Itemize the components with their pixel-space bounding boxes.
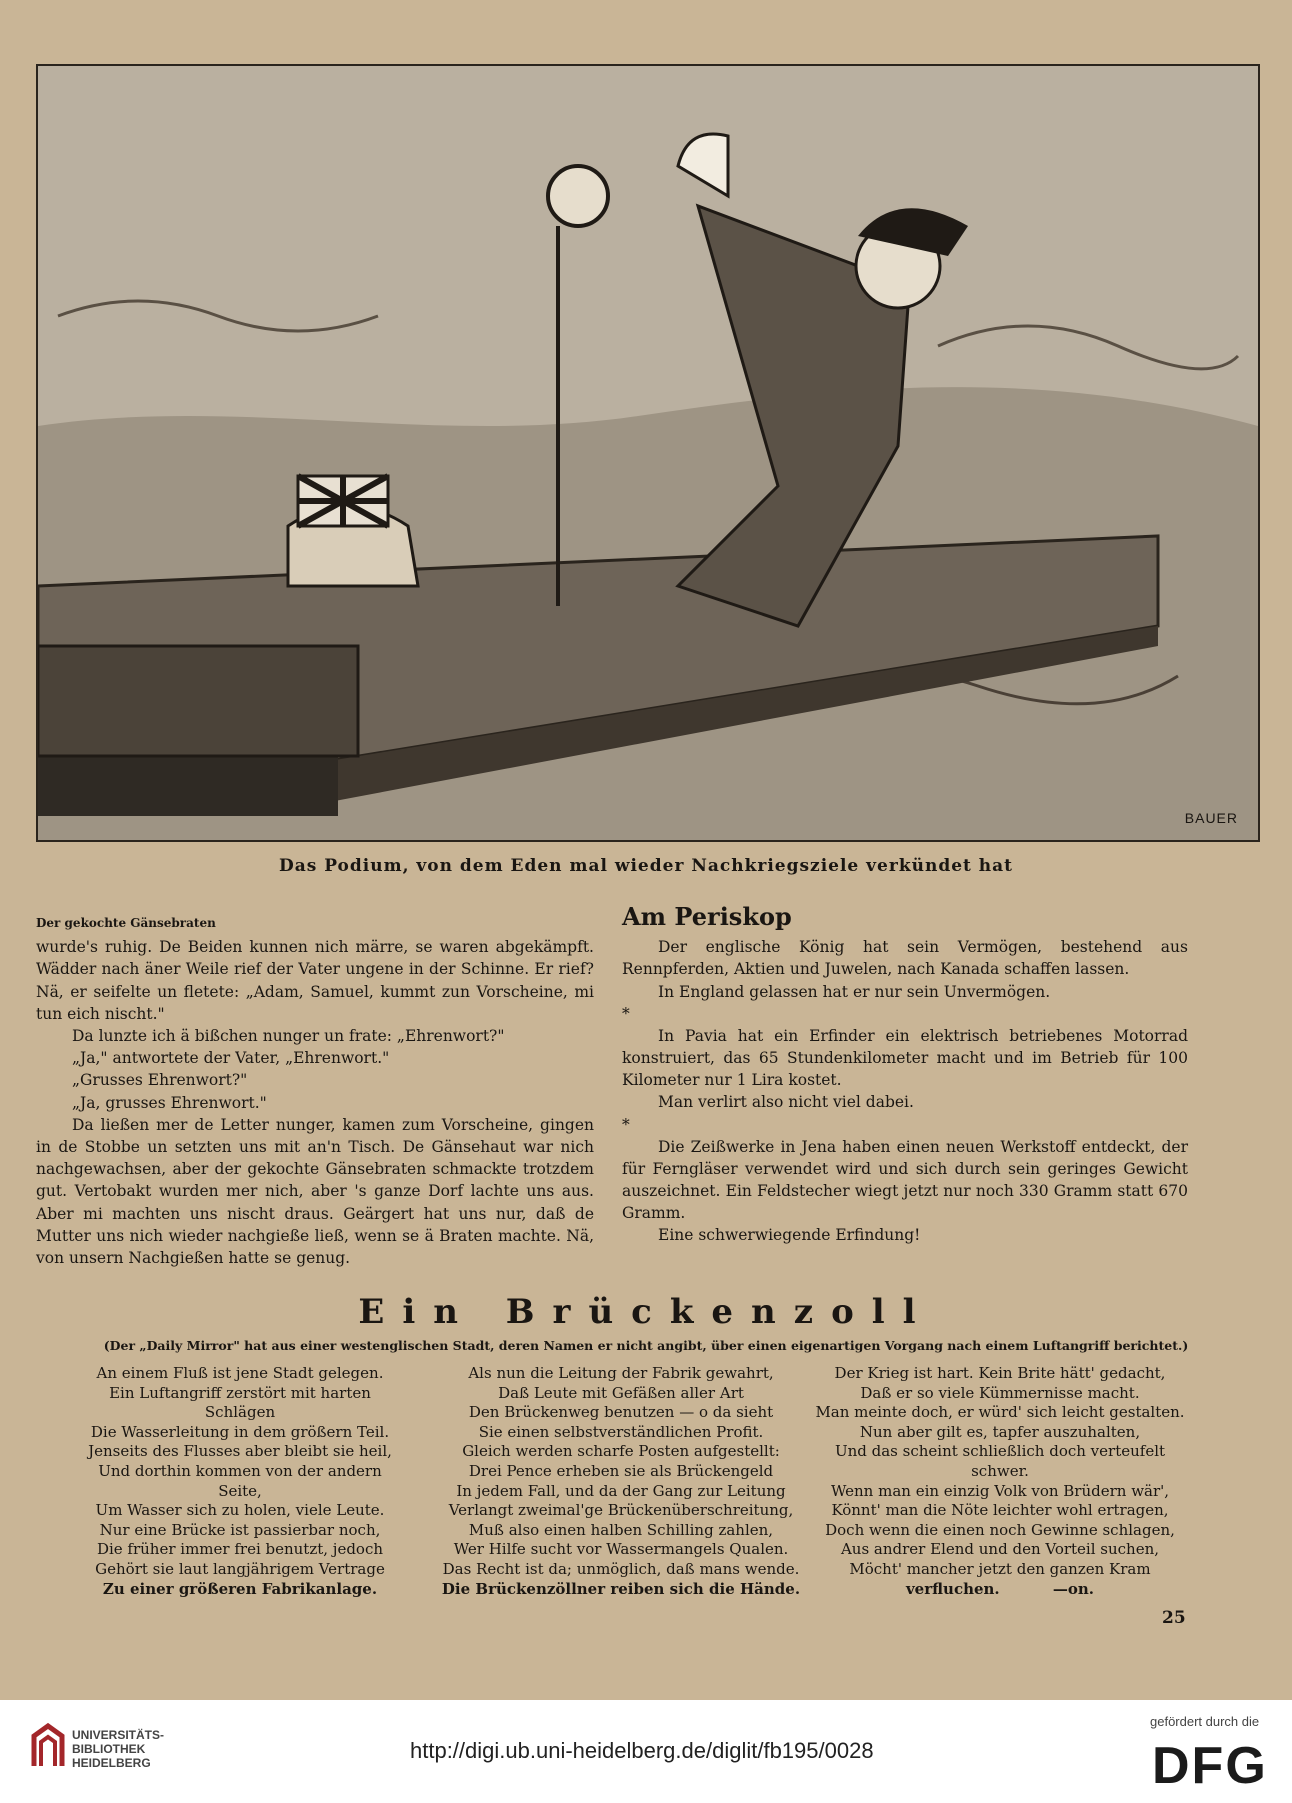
poem-column-1 — [60, 1364, 420, 1599]
poem-line: Seite, — [218, 1481, 262, 1500]
poem-line: Den Brückenweg benutzen — o da sieht — [468, 1403, 774, 1422]
poem-line: Daß Leute mit Gefäßen aller Art — [498, 1383, 744, 1402]
periskop-text: Der englische König hat sein Vermögen, bestehend aus Rennpferden, Aktien und Juwelen, nach Kanada schaffen lassen. — [622, 938, 1188, 979]
periskop-punchline: Eine schwerwiegende Erfindung! — [658, 1226, 921, 1245]
library-name[interactable] — [72, 1728, 164, 1770]
periskop-punchline: In England gelassen hat er nur sein Unvermögen. — [658, 982, 1051, 1001]
footer-bar — [0, 1700, 1292, 1803]
story-paragraph: „Ja, grusses Ehrenwort." — [72, 1093, 267, 1112]
dfg-logo[interactable]: DFG — [1152, 1737, 1268, 1795]
periskop-punchline: Man verlirt also nicht viel dabei. — [658, 1093, 914, 1112]
poem-line: Jenseits des Flusses aber bleibt sie heil, — [88, 1442, 392, 1461]
poem-line: Der Krieg ist hart. Kein Brite hätt' gedacht, — [834, 1364, 1166, 1382]
poem-line: Um Wasser sich zu holen, viele Leute. — [95, 1501, 385, 1520]
poem-line: Verlangt zweimal'ge Brückenüberschreitung, — [448, 1501, 794, 1520]
poem-author: —on. — [1052, 1579, 1095, 1598]
story-paragraph: „Ja," antwortete der Vater, „Ehrenwort." — [72, 1049, 390, 1068]
document-url-link[interactable]: http://digi.ub.uni-heidelberg.de/diglit/fb195/0028 — [410, 1738, 874, 1763]
poem-line: Nur eine Brücke ist passierbar noch, — [99, 1520, 381, 1539]
periskop-column — [622, 902, 1188, 1247]
cartoon-caption: Das Podium, von dem Eden mal wieder Nachkriegsziele verkündet hat — [278, 856, 1014, 876]
periskop-text: Die Zeißwerke in Jena haben einen neuen Werkstoff entdeckt, der für Ferngläser verwendet wird und sich durch sein geringes Gewicht auszeichnet. Ein Feldstecher wiegt jetzt nur noch 330 Gramm statt 670 Gramm. — [622, 1137, 1188, 1223]
poem-line: Die früher immer frei benutzt, jedoch — [96, 1540, 384, 1559]
poem-line: Und dorthin kommen von der andern — [98, 1461, 382, 1480]
poem-line: Gehört sie laut langjährigem Vertrage — [95, 1559, 385, 1578]
poem-line: Zu einer größeren Fabrikanlage. — [102, 1579, 378, 1598]
library-name-line: UNIVERSITÄTS- — [72, 1728, 165, 1742]
poem-column-2 — [430, 1364, 812, 1599]
poem-line: Wer Hilfe sucht vor Wassermangels Qualen. — [453, 1540, 789, 1559]
poem-line: Ein Luftangriff zerstört mit harten — [109, 1383, 371, 1402]
story-paragraph: wurde's ruhig. De Beiden kunnen nich märre, se waren abgekämpft. Wädder nach äner Weile rief der Vater ungene in der Schinne. Er rief? Nä, er seifelte un fletete: „Adam, Samuel, kummt zun Vorscheine, mi tun eich nischt." — [36, 938, 594, 1023]
story-column — [36, 912, 594, 1269]
poem-line: Die Wasserleitung in dem größern Teil. — [90, 1422, 390, 1441]
library-logo-icon[interactable] — [30, 1722, 66, 1772]
library-name-line: BIBLIOTHEK — [72, 1742, 146, 1756]
cartoon-illustration — [36, 64, 1260, 842]
poem-line: Möcht' mancher jetzt den ganzen Kram — [849, 1559, 1151, 1578]
page-number: 25 — [1162, 1608, 1186, 1628]
poem-line: Als nun die Leitung der Fabrik gewahrt, — [468, 1364, 774, 1382]
funding-note: gefördert durch die — [1150, 1714, 1260, 1729]
poem-subtitle: (Der „Daily Mirror" hat aus einer westenglischen Stadt, deren Namen er nicht angibt, über einen eigenartigen Vorgang nach einem Luftangriff berichtet.) — [103, 1338, 1189, 1353]
poem-line: Drei Pence erheben sie als Brückengeld — [468, 1461, 774, 1480]
poem-line: Wenn man ein einzig Volk von Brüdern wär', — [830, 1481, 1170, 1500]
poem-line: In jedem Fall, und da der Gang zur Leitung — [456, 1481, 786, 1500]
cartoon-drawing — [38, 66, 1258, 840]
story-heading: Der gekochte Gänsebraten — [36, 916, 216, 930]
library-name-line: HEIDELBERG — [72, 1756, 151, 1770]
periskop-title: Am Periskop — [622, 902, 792, 931]
poem-line-last — [814, 1580, 1186, 1600]
poem-line: Die Brückenzöllner reiben sich die Hände. — [441, 1579, 801, 1598]
poem-last-word: verfluchen. — [905, 1579, 1000, 1598]
poem-line: Daß er so viele Kümmernisse macht. — [860, 1383, 1140, 1402]
story-paragraph: Da lunzte ich ä bißchen nunger un frate: „Ehrenwort?" — [72, 1027, 505, 1046]
poem-line: Und das scheint schließlich doch verteufelt — [834, 1442, 1166, 1461]
poem-title: Ein Brückenzoll — [358, 1292, 934, 1332]
section-star: * — [622, 1004, 630, 1023]
poem-line: Muß also einen halben Schilling zahlen, — [468, 1520, 774, 1539]
story-paragraph: Da ließen mer de Letter nunger, kamen zum Vorscheine, gingen in de Stobbe un setzten uns mit an'n Tisch. De Gänsehaut war nich nachgewachsen, aber der gekochte Gänsebraten schmackte trotzdem gut. Vertobakt wurden mer nich, aber 's ganze Dorf lachte uns aus. Aber mi machten uns nischt draus. Geärgert hat uns nur, daß de Mutter uns nich wieder nachgieße ließ, wenn se ä Braten machte. Nä, von unsern Nachgießen hatte se genug. — [36, 1115, 594, 1268]
poem-line: Aus andrer Elend und den Vorteil suchen, — [840, 1540, 1160, 1559]
section-star: * — [622, 1115, 630, 1134]
poem-line: Könnt' man die Nöte leichter wohl ertragen, — [831, 1501, 1169, 1520]
story-paragraph: „Grusses Ehrenwort?" — [72, 1071, 248, 1090]
periskop-text: In Pavia hat ein Erfinder ein elektrisch betriebenes Motorrad konstruiert, das 65 Stundenkilometer macht und im Betrieb für 100 Kilometer nur 1 Lira kostet. — [622, 1026, 1188, 1090]
poem-line: Sie einen selbstverständlichen Profit. — [478, 1422, 764, 1441]
poem-line: Man meinte doch, er würd' sich leicht gestalten. — [815, 1403, 1185, 1422]
poem-line: Das Recht ist da; unmöglich, daß mans wende. — [442, 1559, 800, 1578]
poem-column-3 — [814, 1364, 1186, 1599]
poem-line: Schlägen — [204, 1403, 276, 1422]
poem-line: Doch wenn die einen noch Gewinne schlagen, — [825, 1520, 1175, 1539]
poem-line: schwer. — [971, 1461, 1029, 1480]
cartoon-signature: BAUER — [1184, 810, 1238, 826]
poem-line: Gleich werden scharfe Posten aufgestellt: — [462, 1442, 780, 1461]
poem-line: Nun aber gilt es, tapfer auszuhalten, — [859, 1422, 1141, 1441]
poem-line: An einem Fluß ist jene Stadt gelegen. — [96, 1364, 384, 1382]
